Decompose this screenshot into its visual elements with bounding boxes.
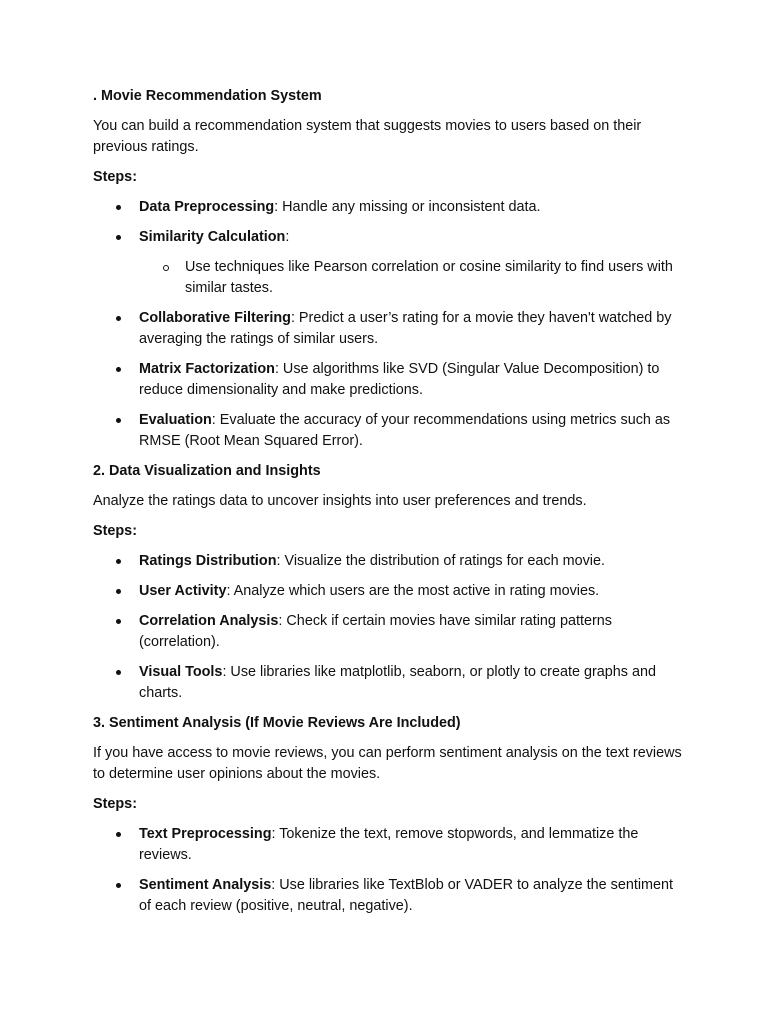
bullet-icon [116, 589, 121, 594]
step-description: : [285, 229, 290, 245]
bullet-icon [116, 559, 121, 564]
step-term: Visual Tools [139, 664, 223, 680]
bullet-icon [116, 619, 121, 624]
step-term: Evaluation [139, 412, 212, 428]
bullet-icon [116, 367, 121, 372]
list-item [93, 551, 683, 572]
sub-list [139, 257, 683, 299]
step-description: : Tokenize the text, remove stopwords, and lemmatize the reviews. [139, 826, 639, 863]
step-description: : Use libraries like matplotlib, seaborn, or plotly to create graphs and charts. [139, 664, 656, 701]
steps-label: Steps: [93, 169, 137, 185]
sub-item-text: Use techniques like Pearson correlation or cosine similarity to find users with similar tastes. [185, 259, 673, 296]
bullet-icon [116, 205, 121, 210]
section-intro: Analyze the ratings data to uncover insights into user preferences and trends. [93, 493, 587, 509]
step-term: Sentiment Analysis [139, 877, 272, 893]
steps-list [93, 197, 683, 452]
list-item [93, 227, 683, 299]
section-intro: You can build a recommendation system that suggests movies to users based on their previous ratings. [93, 118, 642, 155]
steps-list [93, 551, 683, 704]
document-content [93, 86, 683, 926]
step-term: Correlation Analysis [139, 613, 279, 629]
step-description: : Predict a user’s rating for a movie they haven't watched by averaging the ratings of similar users. [139, 310, 672, 347]
section-heading: . Movie Recommendation System [93, 88, 322, 104]
step-term: Ratings Distribution [139, 553, 277, 569]
step-description: : Check if certain movies have similar rating patterns (correlation). [139, 613, 612, 650]
list-item [93, 662, 683, 704]
section-heading: 2. Data Visualization and Insights [93, 463, 321, 479]
step-description: : Use libraries like TextBlob or VADER to analyze the sentiment of each review (positive, neutral, negative). [139, 877, 674, 914]
step-description: : Use algorithms like SVD (Singular Value Decomposition) to reduce dimensionality and make predictions. [139, 361, 660, 398]
step-term: Text Preprocessing [139, 826, 272, 842]
bullet-icon [116, 316, 121, 321]
steps-label: Steps: [93, 796, 137, 812]
bullet-icon [116, 670, 121, 675]
step-description: : Analyze which users are the most active in rating movies. [226, 583, 600, 599]
list-item [93, 197, 683, 218]
step-term: Similarity Calculation [139, 229, 286, 245]
list-item [93, 824, 683, 866]
step-term: Matrix Factorization [139, 361, 275, 377]
steps-list [93, 824, 683, 917]
step-term: User Activity [139, 583, 227, 599]
list-item [93, 308, 683, 350]
list-item [93, 410, 683, 452]
steps-label: Steps: [93, 523, 137, 539]
list-item [93, 359, 683, 401]
hollow-bullet-icon [163, 265, 169, 271]
list-item [93, 611, 683, 653]
bullet-icon [116, 235, 121, 240]
step-term: Data Preprocessing [139, 199, 275, 215]
list-item [93, 581, 683, 602]
sub-list-item [139, 257, 683, 299]
list-item [93, 875, 683, 917]
step-description: : Handle any missing or inconsistent data. [274, 199, 541, 215]
bullet-icon [116, 832, 121, 837]
step-description: : Evaluate the accuracy of your recommendations using metrics such as RMSE (Root Mean Squared Error). [139, 412, 671, 449]
step-term: Collaborative Filtering [139, 310, 291, 326]
bullet-icon [116, 418, 121, 423]
step-description: : Visualize the distribution of ratings for each movie. [276, 553, 606, 569]
section-intro: If you have access to movie reviews, you can perform sentiment analysis on the text reviews to determine user opinions about the movies. [93, 745, 682, 782]
section-heading: 3. Sentiment Analysis (If Movie Reviews Are Included) [93, 715, 461, 731]
bullet-icon [116, 883, 121, 888]
